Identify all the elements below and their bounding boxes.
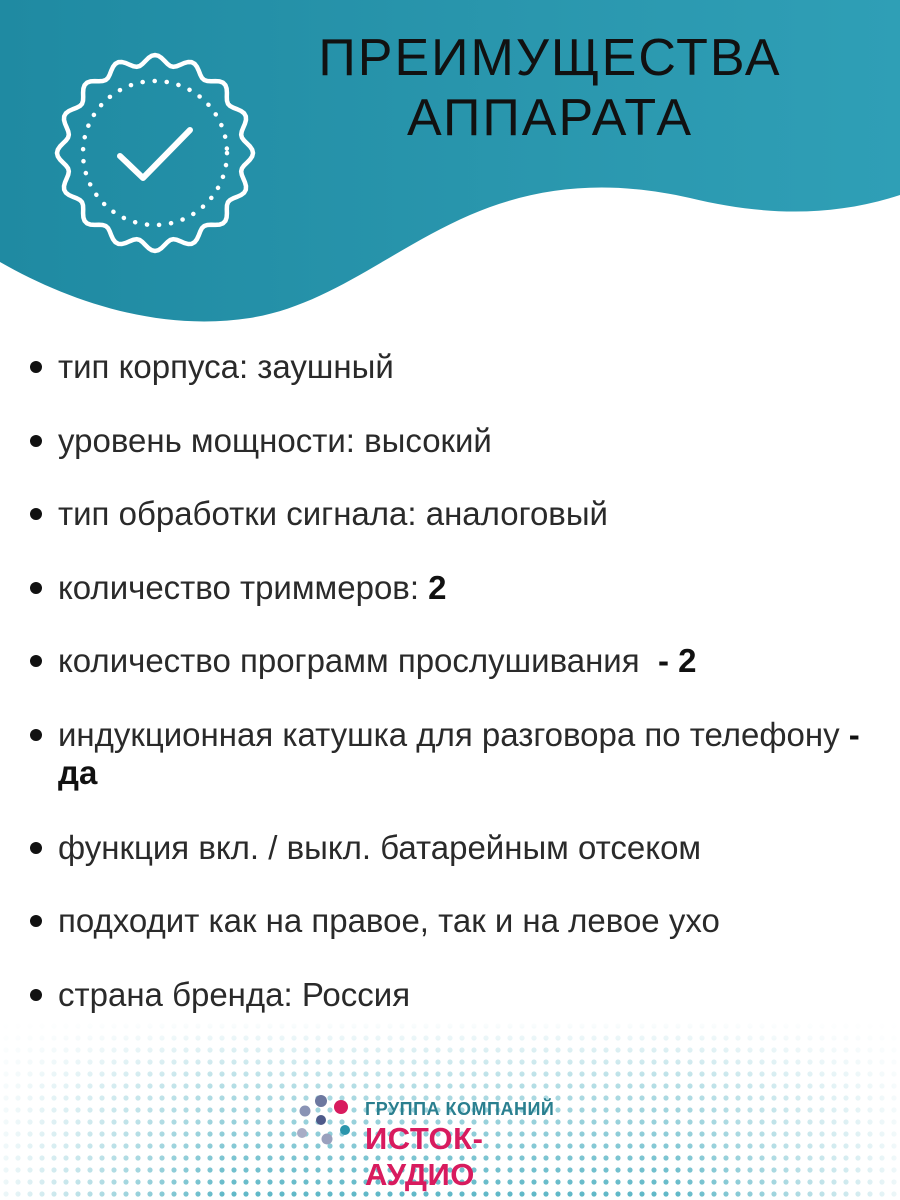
feature-item: [30, 716, 888, 792]
title-line-2: АППАРАТА: [406, 89, 694, 147]
feature-item: [30, 642, 888, 680]
logo-line-1: ГРУППА КОМПАНИЙ: [365, 1099, 555, 1119]
bullet-icon: [30, 435, 42, 447]
bullet-icon: [30, 361, 42, 373]
title-line-1: ПРЕИМУЩЕСТВА: [318, 29, 782, 87]
feature-text: функция вкл. / выкл. батарейным отсеком: [58, 829, 702, 866]
bullet-icon: [30, 729, 42, 741]
feature-item: [30, 348, 888, 386]
feature-text: количество триммеров:: [58, 569, 429, 606]
feature-text: индукционная катушка для разговора по телефону: [58, 716, 849, 753]
feature-emphasis: 2: [428, 569, 447, 606]
page-title: [270, 28, 830, 148]
feature-item: [30, 495, 888, 533]
feature-item: [30, 976, 888, 1014]
feature-item: [30, 902, 888, 940]
feature-text: подходит как на правое, так и на левое ухо: [58, 902, 720, 939]
check-badge-icon: [50, 48, 260, 258]
bullet-icon: [30, 915, 42, 927]
bullet-icon: [30, 508, 42, 520]
feature-item: [30, 829, 888, 867]
company-logo: [293, 1093, 593, 1192]
feature-text: тип корпуса: заушный: [58, 348, 394, 385]
bullet-icon: [30, 842, 42, 854]
feature-text: количество программ прослушивания: [58, 642, 658, 679]
bullet-icon: [30, 582, 42, 594]
feature-item: [30, 422, 888, 460]
feature-emphasis: - 2: [657, 642, 697, 679]
feature-emphasis: - да: [58, 716, 860, 791]
feature-item: [30, 569, 888, 607]
bullet-icon: [30, 655, 42, 667]
logo-line-2: ИСТОК-АУДИО: [365, 1121, 484, 1192]
bullet-icon: [30, 989, 42, 1001]
feature-text: уровень мощности: высокий: [58, 422, 492, 459]
feature-text: тип обработки сигнала: аналоговый: [58, 495, 608, 532]
dots-logo-icon: [293, 1093, 359, 1153]
feature-text: страна бренда: Россия: [58, 976, 411, 1013]
